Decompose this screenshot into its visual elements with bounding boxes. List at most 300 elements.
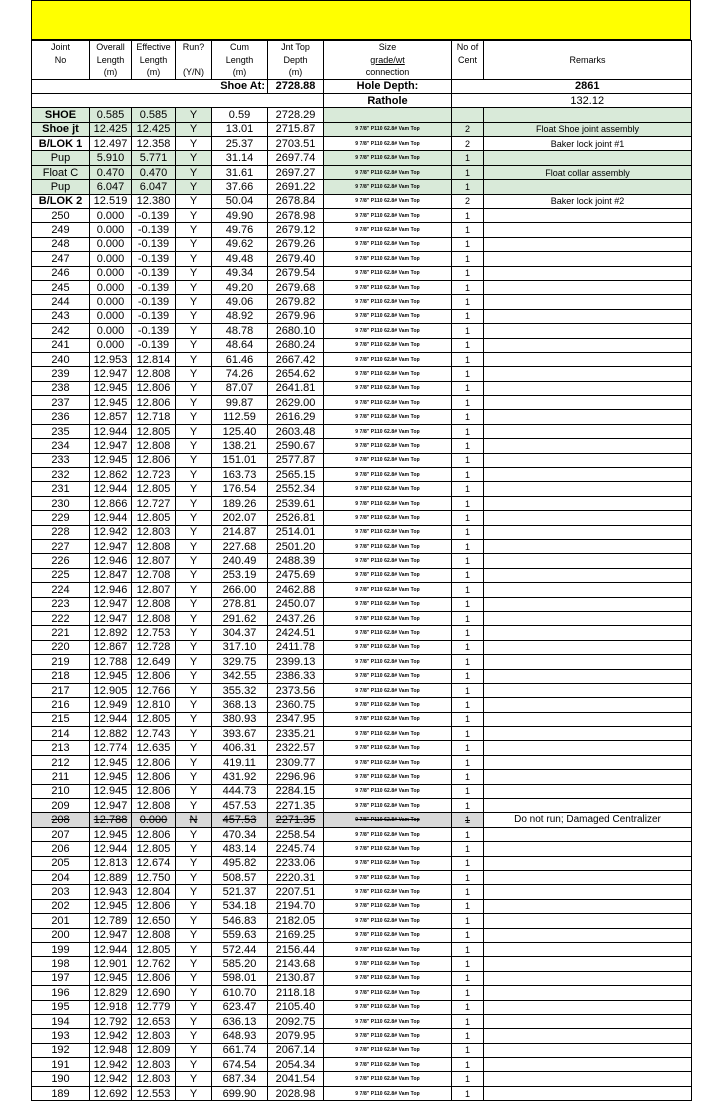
cell-remarks xyxy=(484,626,692,640)
cell-cum-length: 50.04 xyxy=(212,194,268,208)
cell-effective-length: -0.139 xyxy=(132,266,176,280)
cell-cum-length: 138.21 xyxy=(212,439,268,453)
cell-cum-length: 546.83 xyxy=(212,914,268,928)
cell-centralizer-count: 1 xyxy=(452,295,484,309)
cell-joint-top-depth: 2335.21 xyxy=(268,727,324,741)
cell-overall-length: 0.000 xyxy=(90,252,132,266)
table-row xyxy=(32,842,692,856)
cell-run-flag: Y xyxy=(176,986,212,1000)
cell-joint-top-depth: 2424.51 xyxy=(268,626,324,640)
cell-overall-length: 12.901 xyxy=(90,957,132,971)
cell-overall-length: 12.944 xyxy=(90,424,132,438)
cell-joint-no: 225 xyxy=(32,568,90,582)
cell-size-grade: 9 7/8" P110 62.8# Vam Top xyxy=(324,942,452,956)
cell-centralizer-count: 1 xyxy=(452,986,484,1000)
cell-remarks xyxy=(484,396,692,410)
cell-centralizer-count: 1 xyxy=(452,252,484,266)
cell-size-grade: 9 7/8" P110 62.8# Vam Top xyxy=(324,827,452,841)
cell-remarks xyxy=(484,583,692,597)
cell-centralizer-count: 1 xyxy=(452,151,484,165)
cell-remarks xyxy=(484,525,692,539)
cell-overall-length: 12.945 xyxy=(90,755,132,769)
cell-centralizer-count: 1 xyxy=(452,669,484,683)
cell-remarks xyxy=(484,899,692,913)
rathole-value: 132.12 xyxy=(484,93,692,107)
cell-effective-length: 12.808 xyxy=(132,597,176,611)
cell-effective-length: 12.358 xyxy=(132,137,176,151)
cell-overall-length: 0.000 xyxy=(90,237,132,251)
cell-centralizer-count: 1 xyxy=(452,842,484,856)
cell-size-grade: 9 7/8" P110 62.8# Vam Top xyxy=(324,352,452,366)
cell-effective-length: 12.808 xyxy=(132,799,176,813)
cell-run-flag: Y xyxy=(176,309,212,323)
cell-size-grade: 9 7/8" P110 62.8# Vam Top xyxy=(324,784,452,798)
cell-run-flag: Y xyxy=(176,942,212,956)
cell-joint-top-depth: 2411.78 xyxy=(268,640,324,654)
cell-remarks xyxy=(484,252,692,266)
cell-centralizer-count: 1 xyxy=(452,741,484,755)
col-header-cum-length: Cum Length (m) xyxy=(212,41,268,80)
cell-cum-length: 521.37 xyxy=(212,885,268,899)
table-row xyxy=(32,554,692,568)
cell-overall-length: 12.788 xyxy=(90,813,132,827)
cell-centralizer-count: 1 xyxy=(452,799,484,813)
cell-run-flag: Y xyxy=(176,453,212,467)
cell-effective-length: 12.805 xyxy=(132,482,176,496)
cell-centralizer-count: 1 xyxy=(452,1058,484,1072)
cell-centralizer-count: 1 xyxy=(452,813,484,827)
cell-size-grade: 9 7/8" P110 62.8# Vam Top xyxy=(324,626,452,640)
cell-joint-top-depth: 2296.96 xyxy=(268,770,324,784)
cell-joint-no: 213 xyxy=(32,741,90,755)
cell-size-grade: 9 7/8" P110 62.8# Vam Top xyxy=(324,151,452,165)
table-row xyxy=(32,280,692,294)
cell-joint-no: 209 xyxy=(32,799,90,813)
table-row xyxy=(32,381,692,395)
cell-joint-top-depth: 2105.40 xyxy=(268,1000,324,1014)
cell-joint-top-depth: 2654.62 xyxy=(268,367,324,381)
table-row xyxy=(32,597,692,611)
cell-joint-no: 239 xyxy=(32,367,90,381)
cell-cum-length: 648.93 xyxy=(212,1029,268,1043)
table-row xyxy=(32,151,692,165)
cell-joint-top-depth: 2054.34 xyxy=(268,1058,324,1072)
table-row xyxy=(32,252,692,266)
cell-cum-length: 419.11 xyxy=(212,755,268,769)
cell-overall-length: 0.000 xyxy=(90,338,132,352)
cell-joint-no: Pup xyxy=(32,151,90,165)
cell-run-flag: Y xyxy=(176,540,212,554)
cell-overall-length: 12.942 xyxy=(90,1058,132,1072)
cell-overall-length: 12.945 xyxy=(90,669,132,683)
table-row xyxy=(32,683,692,697)
cell-size-grade: 9 7/8" P110 62.8# Vam Top xyxy=(324,655,452,669)
cell-overall-length: 12.946 xyxy=(90,554,132,568)
cell-joint-top-depth: 2667.42 xyxy=(268,352,324,366)
cell-remarks xyxy=(484,1086,692,1100)
cell-cum-length: 534.18 xyxy=(212,899,268,913)
cell-size-grade: 9 7/8" P110 62.8# Vam Top xyxy=(324,252,452,266)
cell-effective-length: 12.380 xyxy=(132,194,176,208)
cell-effective-length: 12.650 xyxy=(132,914,176,928)
cell-joint-no: 207 xyxy=(32,827,90,841)
col-header-overall-length: Overall Length (m) xyxy=(90,41,132,80)
cell-remarks xyxy=(484,1058,692,1072)
cell-joint-no: 250 xyxy=(32,209,90,223)
col-header-size: Size grade/wt connection xyxy=(324,41,452,80)
cell-joint-no: 228 xyxy=(32,525,90,539)
cell-cum-length: 189.26 xyxy=(212,496,268,510)
cell-run-flag: Y xyxy=(176,583,212,597)
cell-joint-top-depth: 2271.35 xyxy=(268,799,324,813)
table-row xyxy=(32,770,692,784)
table-row xyxy=(32,453,692,467)
cell-run-flag: Y xyxy=(176,324,212,338)
cell-size-grade: 9 7/8" P110 62.8# Vam Top xyxy=(324,381,452,395)
cell-joint-top-depth: 2437.26 xyxy=(268,611,324,625)
table-row xyxy=(32,568,692,582)
cell-centralizer-count: 1 xyxy=(452,1086,484,1100)
cell-joint-top-depth: 2629.00 xyxy=(268,396,324,410)
table-row xyxy=(32,1029,692,1043)
cell-cum-length: 48.64 xyxy=(212,338,268,352)
cell-run-flag: Y xyxy=(176,165,212,179)
cell-joint-top-depth: 2539.61 xyxy=(268,496,324,510)
cell-remarks xyxy=(484,540,692,554)
cell-run-flag: Y xyxy=(176,669,212,683)
cell-size-grade: 9 7/8" P110 62.8# Vam Top xyxy=(324,1000,452,1014)
cell-joint-no: 234 xyxy=(32,439,90,453)
cell-remarks xyxy=(484,1000,692,1014)
cell-cum-length: 13.01 xyxy=(212,122,268,136)
table-row xyxy=(32,540,692,554)
cell-remarks: Baker lock joint #2 xyxy=(484,194,692,208)
cell-remarks xyxy=(484,453,692,467)
cell-cum-length: 674.54 xyxy=(212,1058,268,1072)
cell-joint-no: 191 xyxy=(32,1058,90,1072)
cell-overall-length: 12.949 xyxy=(90,698,132,712)
cell-remarks xyxy=(484,914,692,928)
cell-overall-length: 12.947 xyxy=(90,367,132,381)
cell-remarks xyxy=(484,1014,692,1028)
cell-joint-top-depth: 2526.81 xyxy=(268,511,324,525)
cell-remarks xyxy=(484,741,692,755)
cell-effective-length: 12.804 xyxy=(132,885,176,899)
cell-cum-length: 444.73 xyxy=(212,784,268,798)
cell-joint-top-depth: 2169.25 xyxy=(268,928,324,942)
cell-size-grade: 9 7/8" P110 62.8# Vam Top xyxy=(324,698,452,712)
cell-overall-length: 12.774 xyxy=(90,741,132,755)
cell-joint-no: 222 xyxy=(32,611,90,625)
cell-cum-length: 125.40 xyxy=(212,424,268,438)
cell-overall-length: 12.892 xyxy=(90,626,132,640)
cell-remarks xyxy=(484,842,692,856)
cell-remarks xyxy=(484,827,692,841)
cell-joint-top-depth: 2678.98 xyxy=(268,209,324,223)
cell-run-flag: Y xyxy=(176,237,212,251)
cell-run-flag: Y xyxy=(176,209,212,223)
cell-size-grade: 9 7/8" P110 62.8# Vam Top xyxy=(324,611,452,625)
cell-cum-length: 457.53 xyxy=(212,799,268,813)
cell-centralizer-count: 2 xyxy=(452,122,484,136)
cell-joint-top-depth: 2182.05 xyxy=(268,914,324,928)
cell-joint-top-depth: 2194.70 xyxy=(268,899,324,913)
cell-remarks xyxy=(484,295,692,309)
cell-run-flag: Y xyxy=(176,885,212,899)
cell-remarks xyxy=(484,151,692,165)
cell-effective-length: 12.727 xyxy=(132,496,176,510)
cell-cum-length: 31.14 xyxy=(212,151,268,165)
cell-remarks: Baker lock joint #1 xyxy=(484,137,692,151)
cell-effective-length: 12.674 xyxy=(132,856,176,870)
cell-remarks xyxy=(484,439,692,453)
cell-cum-length: 87.07 xyxy=(212,381,268,395)
cell-joint-no: 223 xyxy=(32,597,90,611)
cell-remarks xyxy=(484,280,692,294)
cell-joint-no: 233 xyxy=(32,453,90,467)
cell-effective-length: 12.743 xyxy=(132,727,176,741)
cell-joint-no: 224 xyxy=(32,583,90,597)
cell-joint-top-depth: 2680.10 xyxy=(268,324,324,338)
cell-centralizer-count: 1 xyxy=(452,583,484,597)
table-row xyxy=(32,209,692,223)
cell-run-flag: Y xyxy=(176,439,212,453)
cell-joint-no: 202 xyxy=(32,899,90,913)
cell-run-flag: Y xyxy=(176,194,212,208)
cell-cum-length: 483.14 xyxy=(212,842,268,856)
cell-overall-length: 12.788 xyxy=(90,655,132,669)
cell-run-flag: Y xyxy=(176,352,212,366)
cell-effective-length: 12.806 xyxy=(132,784,176,798)
cell-remarks xyxy=(484,324,692,338)
cell-cum-length: 49.06 xyxy=(212,295,268,309)
cell-joint-no: 241 xyxy=(32,338,90,352)
cell-centralizer-count: 1 xyxy=(452,180,484,194)
cell-joint-top-depth: 2322.57 xyxy=(268,741,324,755)
cell-size-grade: 9 7/8" P110 62.8# Vam Top xyxy=(324,525,452,539)
cell-overall-length: 12.519 xyxy=(90,194,132,208)
cell-size-grade: 9 7/8" P110 62.8# Vam Top xyxy=(324,1072,452,1086)
cell-size-grade: 9 7/8" P110 62.8# Vam Top xyxy=(324,338,452,352)
cell-cum-length: 31.61 xyxy=(212,165,268,179)
cell-effective-length: 12.653 xyxy=(132,1014,176,1028)
cell-centralizer-count: 1 xyxy=(452,1014,484,1028)
cell-size-grade: 9 7/8" P110 62.8# Vam Top xyxy=(324,799,452,813)
cell-overall-length: 12.946 xyxy=(90,583,132,597)
cell-centralizer-count: 1 xyxy=(452,540,484,554)
cell-centralizer-count: 1 xyxy=(452,712,484,726)
cell-effective-length: 12.808 xyxy=(132,540,176,554)
cell-size-grade: 9 7/8" P110 62.8# Vam Top xyxy=(324,309,452,323)
cell-centralizer-count: 1 xyxy=(452,496,484,510)
cell-cum-length: 0.59 xyxy=(212,108,268,122)
cell-cum-length: 380.93 xyxy=(212,712,268,726)
cell-effective-length: -0.139 xyxy=(132,237,176,251)
cell-effective-length: 12.806 xyxy=(132,453,176,467)
cell-joint-top-depth: 2245.74 xyxy=(268,842,324,856)
cell-joint-no: 219 xyxy=(32,655,90,669)
cell-run-flag: Y xyxy=(176,784,212,798)
cell-overall-length: 12.945 xyxy=(90,770,132,784)
cell-run-flag: Y xyxy=(176,496,212,510)
cell-centralizer-count: 1 xyxy=(452,827,484,841)
cell-size-grade: 9 7/8" P110 62.8# Vam Top xyxy=(324,727,452,741)
col-header-run: Run? (Y/N) xyxy=(176,41,212,80)
cell-centralizer-count: 1 xyxy=(452,1072,484,1086)
cell-remarks xyxy=(484,108,692,122)
cell-size-grade: 9 7/8" P110 62.8# Vam Top xyxy=(324,223,452,237)
cell-joint-top-depth: 2156.44 xyxy=(268,942,324,956)
cell-joint-top-depth: 2143.68 xyxy=(268,957,324,971)
cell-centralizer-count: 1 xyxy=(452,597,484,611)
cell-joint-top-depth: 2284.15 xyxy=(268,784,324,798)
cell-run-flag: Y xyxy=(176,827,212,841)
cell-overall-length: 12.813 xyxy=(90,856,132,870)
col-header-no-of-cent: No of Cent xyxy=(452,41,484,80)
cell-remarks xyxy=(484,727,692,741)
cell-centralizer-count: 2 xyxy=(452,137,484,151)
cell-effective-length: 12.635 xyxy=(132,741,176,755)
table-row xyxy=(32,1014,692,1028)
cell-cum-length: 368.13 xyxy=(212,698,268,712)
cell-size-grade: 9 7/8" P110 62.8# Vam Top xyxy=(324,640,452,654)
cell-centralizer-count: 1 xyxy=(452,439,484,453)
cell-run-flag: Y xyxy=(176,626,212,640)
cell-size-grade: 9 7/8" P110 62.8# Vam Top xyxy=(324,971,452,985)
cell-overall-length: 0.000 xyxy=(90,223,132,237)
cell-size-grade: 9 7/8" P110 62.8# Vam Top xyxy=(324,180,452,194)
cell-joint-no: 218 xyxy=(32,669,90,683)
cell-cum-length: 25.37 xyxy=(212,137,268,151)
cell-effective-length: 12.806 xyxy=(132,381,176,395)
cell-run-flag: Y xyxy=(176,554,212,568)
cell-cum-length: 49.62 xyxy=(212,237,268,251)
cell-run-flag: Y xyxy=(176,396,212,410)
cell-centralizer-count: 1 xyxy=(452,338,484,352)
cell-overall-length: 12.867 xyxy=(90,640,132,654)
summary-row-shoe xyxy=(32,79,692,93)
cell-overall-length: 12.692 xyxy=(90,1086,132,1100)
cell-joint-no: 238 xyxy=(32,381,90,395)
cell-joint-top-depth: 2450.07 xyxy=(268,597,324,611)
cell-joint-no: Pup xyxy=(32,180,90,194)
cell-centralizer-count: 1 xyxy=(452,640,484,654)
cell-remarks xyxy=(484,683,692,697)
cell-centralizer-count: 1 xyxy=(452,928,484,942)
cell-effective-length: 12.806 xyxy=(132,827,176,841)
cell-effective-length: 12.806 xyxy=(132,396,176,410)
cell-joint-top-depth: 2641.81 xyxy=(268,381,324,395)
cell-cum-length: 48.78 xyxy=(212,324,268,338)
cell-joint-top-depth: 2067.14 xyxy=(268,1043,324,1057)
cell-run-flag: Y xyxy=(176,525,212,539)
cell-size-grade: 9 7/8" P110 62.8# Vam Top xyxy=(324,899,452,913)
cell-joint-no: B/LOK 2 xyxy=(32,194,90,208)
cell-centralizer-count: 1 xyxy=(452,511,484,525)
cell-joint-top-depth: 2233.06 xyxy=(268,856,324,870)
cell-centralizer-count: 1 xyxy=(452,266,484,280)
cell-centralizer-count: 1 xyxy=(452,885,484,899)
cell-remarks: Do not run; Damaged Centralizer xyxy=(484,813,692,827)
cell-remarks xyxy=(484,640,692,654)
cell-run-flag: Y xyxy=(176,367,212,381)
cell-size-grade: 9 7/8" P110 62.8# Vam Top xyxy=(324,209,452,223)
cell-remarks xyxy=(484,1029,692,1043)
cell-joint-no: 235 xyxy=(32,424,90,438)
cell-overall-length: 0.000 xyxy=(90,324,132,338)
cell-cum-length: 48.92 xyxy=(212,309,268,323)
cell-joint-top-depth: 2678.84 xyxy=(268,194,324,208)
cell-cum-length: 151.01 xyxy=(212,453,268,467)
cell-joint-top-depth: 2715.87 xyxy=(268,122,324,136)
cell-overall-length: 0.585 xyxy=(90,108,132,122)
cell-remarks xyxy=(484,870,692,884)
cell-joint-no: 237 xyxy=(32,396,90,410)
cell-effective-length: -0.139 xyxy=(132,295,176,309)
cell-joint-top-depth: 2616.29 xyxy=(268,410,324,424)
hole-depth-label: Hole Depth: xyxy=(324,79,452,93)
cell-joint-no: 217 xyxy=(32,683,90,697)
cell-size-grade: 9 7/8" P110 62.8# Vam Top xyxy=(324,1058,452,1072)
cell-effective-length: 12.805 xyxy=(132,712,176,726)
cell-effective-length: 12.808 xyxy=(132,367,176,381)
cell-overall-length: 12.857 xyxy=(90,410,132,424)
cell-joint-no: 244 xyxy=(32,295,90,309)
cell-joint-top-depth: 2697.74 xyxy=(268,151,324,165)
cell-run-flag: Y xyxy=(176,252,212,266)
cell-cum-length: 329.75 xyxy=(212,655,268,669)
cell-overall-length: 0.000 xyxy=(90,295,132,309)
cell-centralizer-count: 1 xyxy=(452,223,484,237)
cell-effective-length: -0.139 xyxy=(132,252,176,266)
cell-effective-length: 12.425 xyxy=(132,122,176,136)
cell-remarks xyxy=(484,180,692,194)
cell-effective-length: 12.805 xyxy=(132,842,176,856)
cell-joint-no: 226 xyxy=(32,554,90,568)
table-row xyxy=(32,165,692,179)
table-row xyxy=(32,655,692,669)
table-row xyxy=(32,856,692,870)
table-row xyxy=(32,525,692,539)
cell-effective-length: 12.803 xyxy=(132,1058,176,1072)
cell-run-flag: Y xyxy=(176,280,212,294)
cell-remarks xyxy=(484,424,692,438)
cell-cum-length: 49.90 xyxy=(212,209,268,223)
cell-joint-top-depth: 2488.39 xyxy=(268,554,324,568)
table-row xyxy=(32,410,692,424)
cell-size-grade: 9 7/8" P110 62.8# Vam Top xyxy=(324,669,452,683)
cell-run-flag: Y xyxy=(176,727,212,741)
cell-cum-length: 508.57 xyxy=(212,870,268,884)
cell-joint-no: 204 xyxy=(32,870,90,884)
cell-joint-no: 190 xyxy=(32,1072,90,1086)
table-row xyxy=(32,799,692,813)
cell-joint-top-depth: 2041.54 xyxy=(268,1072,324,1086)
cell-effective-length: -0.139 xyxy=(132,338,176,352)
cell-size-grade: 9 7/8" P110 62.8# Vam Top xyxy=(324,396,452,410)
table-row xyxy=(32,482,692,496)
cell-size-grade: 9 7/8" P110 62.8# Vam Top xyxy=(324,482,452,496)
cell-run-flag: Y xyxy=(176,971,212,985)
cell-joint-top-depth: 2386.33 xyxy=(268,669,324,683)
cell-remarks xyxy=(484,712,692,726)
cell-centralizer-count: 1 xyxy=(452,396,484,410)
cell-effective-length: 12.805 xyxy=(132,511,176,525)
cell-effective-length: -0.139 xyxy=(132,223,176,237)
cell-cum-length: 37.66 xyxy=(212,180,268,194)
cell-effective-length: 6.047 xyxy=(132,180,176,194)
table-row xyxy=(32,367,692,381)
